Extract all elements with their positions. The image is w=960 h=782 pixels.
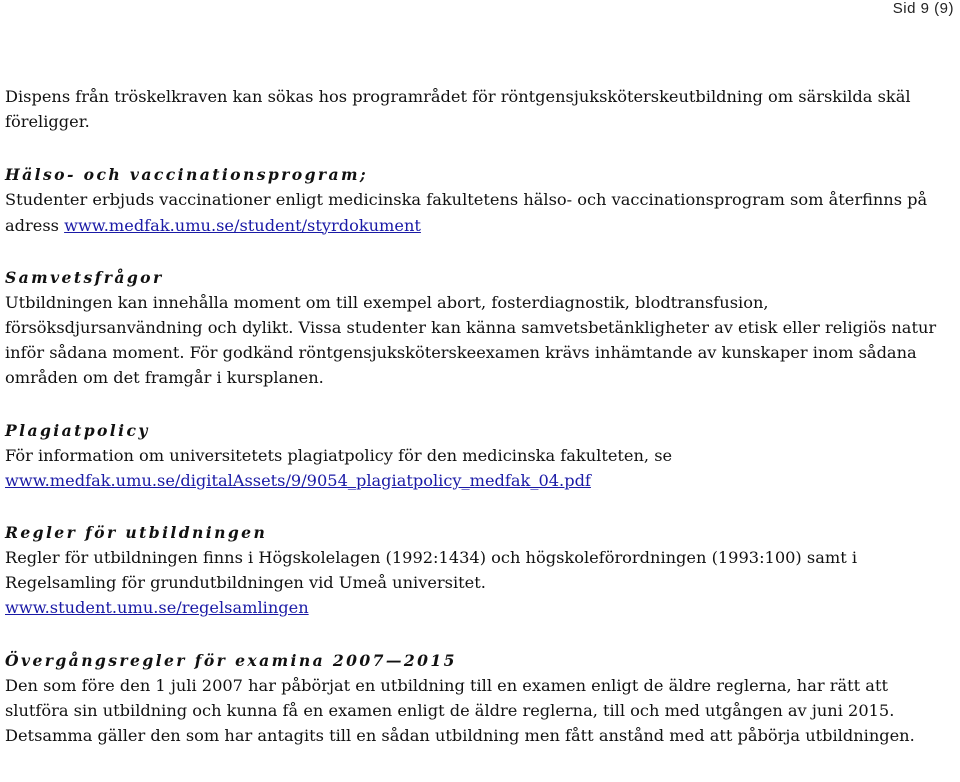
intro-paragraph: Dispens från tröskelkraven kan sökas hos programrådet för röntgensjuksköterskeutbildning om särskilda skäl föreligger. <box>5 87 911 132</box>
plagiarism-link[interactable]: www.medfak.umu.se/digitalAssets/9/9054_plagiatpolicy_medfak_04.pdf <box>5 470 591 490</box>
section-rules <box>5 520 945 621</box>
heading-transition: Övergångsregler för examina 2007—2015 <box>5 650 457 670</box>
section-vaccination <box>5 162 945 237</box>
transition-paragraph: Den som före den 1 juli 2007 har påbörjat en utbildning till en examen enligt de äldre reglerna, har rätt att slutföra sin utbildning och kunna få en examen enligt de äldre reglerna, till och med utgången av juni 2015. Detsamma gäller den som har antagits till en sådan utbildning men fått anstånd med att påbörja utbildningen. <box>5 675 915 746</box>
section-transition <box>5 648 945 749</box>
heading-rules: Regler för utbildningen <box>5 523 268 543</box>
section-conscience <box>5 265 945 391</box>
page-number: Sid 9 (9) <box>892 0 954 17</box>
plagiarism-paragraph: För information om universitetets plagiatpolicy för den medicinska fakulteten, se <box>5 445 673 465</box>
heading-plagiarism: Plagiatpolicy <box>5 420 150 440</box>
document-body <box>5 84 945 775</box>
vaccination-paragraph <box>5 187 945 237</box>
heading-conscience: Samvetsfrågor <box>5 267 164 287</box>
section-plagiarism <box>5 418 945 493</box>
heading-vaccination: Hälso- och vaccinationsprogram; <box>5 165 369 185</box>
vaccination-text: Studenter erbjuds vaccinationer enligt medicinska fakultetens hälso- och vaccinationsprogram som återfinns på adress <box>5 190 928 235</box>
conscience-paragraph: Utbildningen kan innehålla moment om till exempel abort, fosterdiagnostik, blodtransfusion, försöksdjursanvändning och dylikt. Vissa studenter kan känna samvetsbetänkligheter av etisk eller religiös natur inför sådana moment. För godkänd röntgensjuksköterskeexamen krävs inhämtande av kunskaper inom sådana områden om det framgår i kursplanen. <box>5 292 937 388</box>
rules-link-line <box>5 595 945 620</box>
rules-link[interactable]: www.student.umu.se/regelsamlingen <box>5 598 309 618</box>
plagiarism-link-line <box>5 468 945 493</box>
vaccination-link[interactable]: www.medfak.umu.se/student/styrdokument <box>64 215 421 235</box>
rules-paragraph: Regler för utbildningen finns i Högskolelagen (1992:1434) och högskoleförordningen (1993:100) samt i Regelsamling för grundutbildningen vid Umeå universitet. <box>5 548 858 593</box>
